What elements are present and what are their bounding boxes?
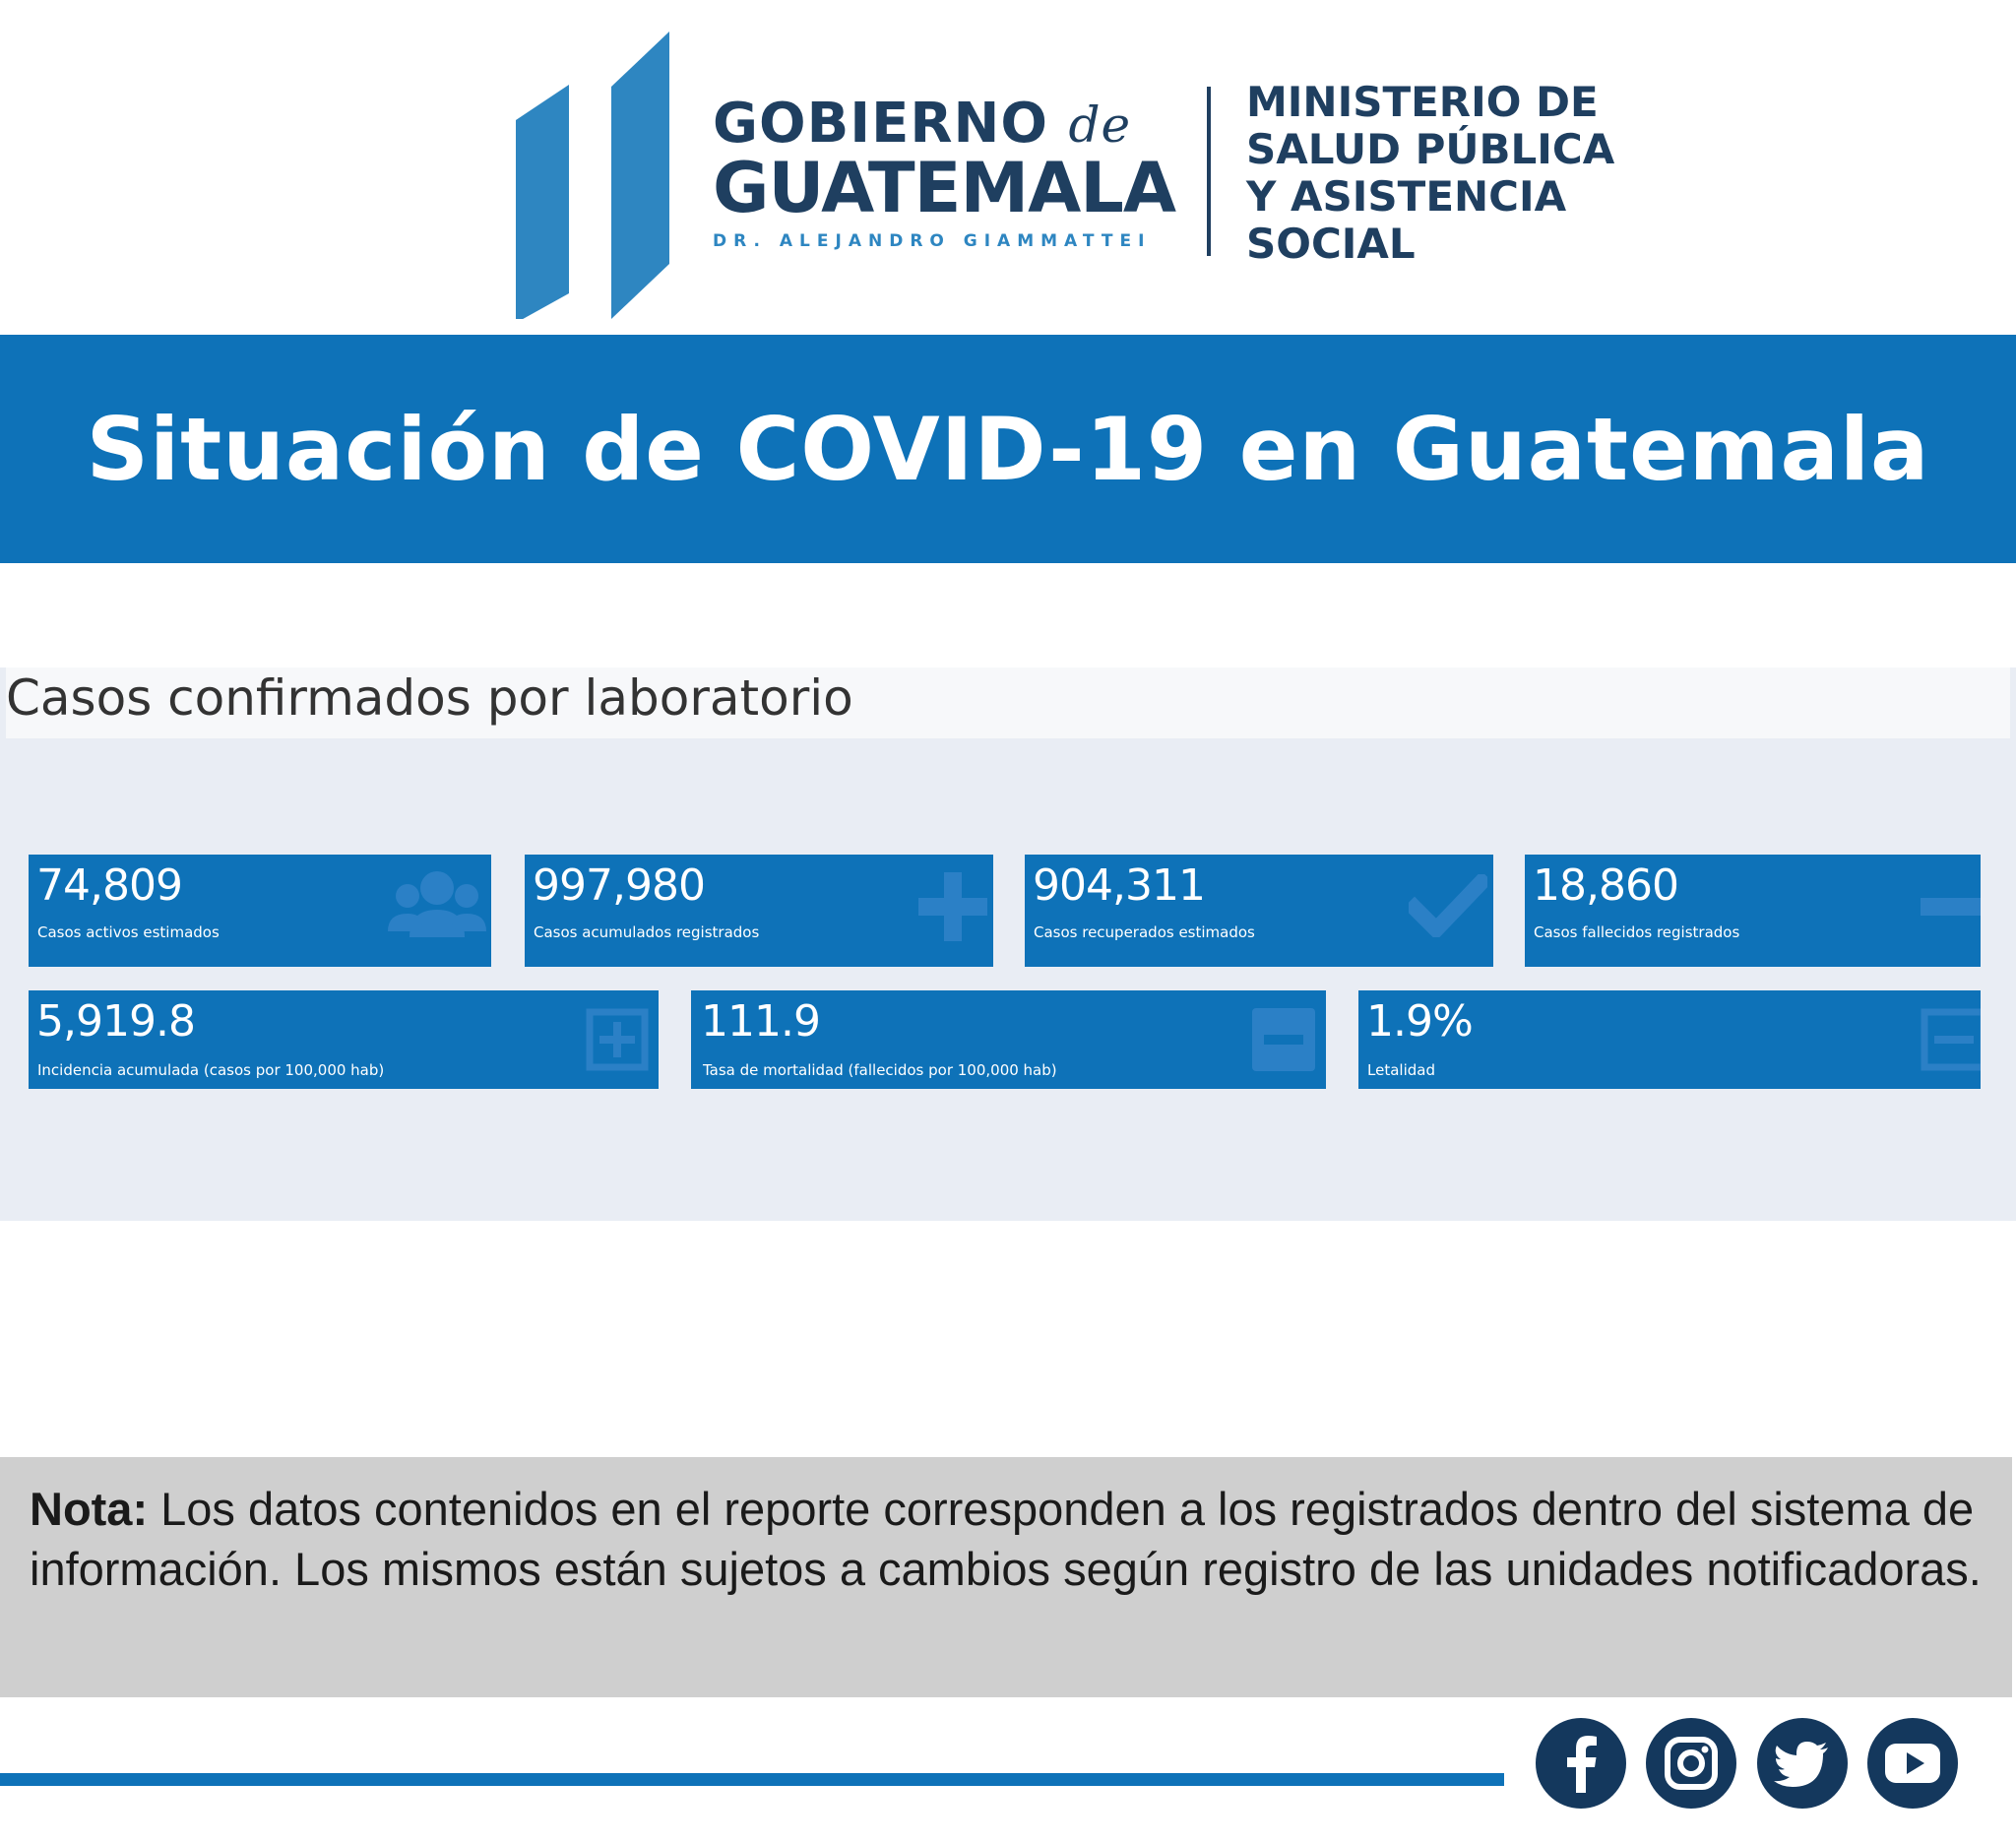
logo-divider xyxy=(1207,87,1211,256)
government-logo-bars-icon xyxy=(512,28,679,319)
users-icon xyxy=(388,866,486,941)
twitter-icon[interactable] xyxy=(1757,1718,1848,1809)
gov-line2: GUATEMALA xyxy=(713,148,1176,228)
card-label: Casos recuperados estimados xyxy=(1034,923,1255,941)
gov-de: de xyxy=(1068,96,1132,154)
ministry-line: SALUD PÚBLICA xyxy=(1246,125,1615,173)
title-banner xyxy=(0,335,2016,563)
plus-square-icon xyxy=(586,1008,649,1071)
note-text xyxy=(30,1479,1988,1599)
card-label: Casos acumulados registrados xyxy=(534,923,760,941)
facebook-icon[interactable] xyxy=(1536,1718,1626,1809)
minus-square-icon xyxy=(1252,1008,1315,1071)
plus-icon xyxy=(918,872,987,941)
minus-square-outline-icon xyxy=(1921,1008,1981,1071)
dashboard-panel xyxy=(0,668,2016,1221)
card-accumulated-cases xyxy=(525,855,993,967)
card-value: 18,860 xyxy=(1533,860,1678,911)
ministry-name xyxy=(1246,79,1699,268)
card-label: Casos fallecidos registrados xyxy=(1534,923,1740,941)
card-mortality-rate xyxy=(691,990,1326,1089)
card-value: 5,919.8 xyxy=(36,996,195,1047)
card-value: 904,311 xyxy=(1033,860,1205,911)
card-label: Letalidad xyxy=(1367,1061,1435,1079)
card-label: Tasa de mortalidad (fallecidos por 100,000 hab) xyxy=(703,1061,1057,1079)
card-active-cases xyxy=(29,855,491,967)
card-value: 1.9% xyxy=(1366,996,1473,1047)
check-icon xyxy=(1409,874,1487,937)
dashboard-heading: Casos confirmados por laboratorio xyxy=(6,668,2010,738)
card-label: Incidencia acumulada (casos por 100,000 hab) xyxy=(37,1061,385,1079)
page-title: Situación de COVID-19 en Guatemala xyxy=(86,398,1930,500)
ministry-line: Y ASISTENCIA xyxy=(1246,172,1567,221)
note-box xyxy=(0,1457,2012,1697)
footer-line xyxy=(0,1773,1504,1786)
card-incidence xyxy=(29,990,659,1089)
ministry-line: SOCIAL xyxy=(1246,220,1416,268)
card-deceased-cases xyxy=(1525,855,1981,967)
card-value: 74,809 xyxy=(36,860,182,911)
government-logo-text xyxy=(713,92,1176,251)
minus-icon xyxy=(1921,898,1981,918)
gov-line1: GOBIERNO de xyxy=(713,92,1132,156)
card-recovered-cases xyxy=(1025,855,1493,967)
note-label: Nota: xyxy=(30,1483,149,1535)
gov-president: DR. ALEJANDRO GIAMMATTEI xyxy=(713,231,1152,251)
card-label: Casos activos estimados xyxy=(37,923,220,941)
card-value: 111.9 xyxy=(701,996,820,1047)
instagram-icon[interactable] xyxy=(1646,1718,1736,1809)
ministry-line: MINISTERIO DE xyxy=(1246,78,1599,126)
card-lethality xyxy=(1358,990,1981,1089)
note-body: Los datos contenidos en el reporte corresponden a los registrados dentro del sistema de información. Los mismos están sujetos a cambios según registro de las unidades notificadoras. xyxy=(30,1483,1982,1595)
card-value: 997,980 xyxy=(533,860,705,911)
youtube-icon[interactable] xyxy=(1867,1718,1958,1809)
